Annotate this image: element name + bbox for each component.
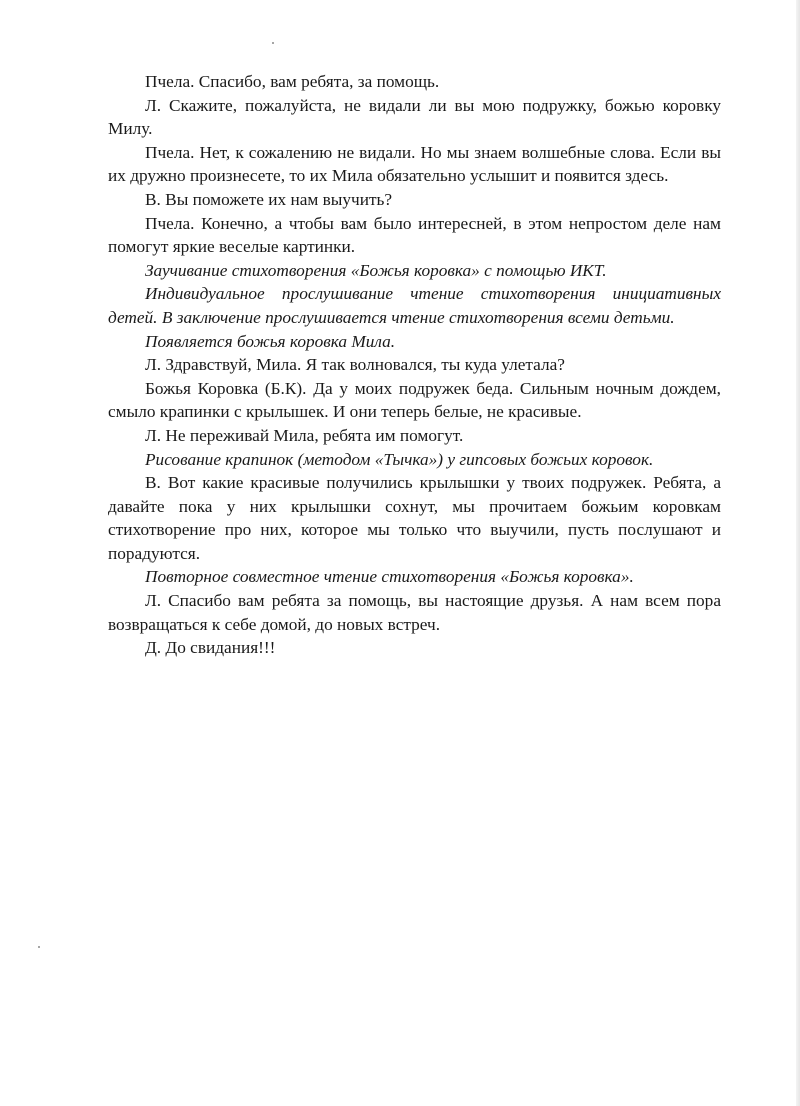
paragraph: Л. Не переживай Мила, ребята им помогут. [145, 425, 464, 445]
paragraph: Пчела. Спасибо, вам ребята, за помощь. [145, 72, 440, 91]
paragraph: Пчела. Нет, к сожалению не видали. Но мы знаем волшебные слова. Если вы их дружно произнесете, то их Мила обязательно услышит и появится здесь. [108, 142, 721, 186]
scan-edge [796, 0, 800, 1106]
paragraph: Д. До свидания!!! [145, 638, 276, 658]
scan-speck [38, 946, 40, 948]
stage-direction: Заучивание стихотворения «Божья коровка» с помощью ИКТ. [145, 260, 607, 280]
paragraph: Божья Коровка (Б.К). Да у моих подружек беда. Сильным ночным дождем, смыло крапинки с крылышек. И они теперь белые, не красивые. [108, 378, 721, 422]
paragraph: В. Вот какие красивые получились крылышки у твоих подружек. Ребята, а давайте пока у них крылышки сохнут, мы прочитаем божьим коровкам стихотворение про них, которое мы только что выучили, пусть послушают и порадуются. [108, 473, 721, 563]
stage-direction: Появляется божья коровка Мила. [145, 331, 396, 351]
scan-speck [272, 42, 274, 44]
stage-direction: Повторное совместное чтение стихотворения «Божья коровка». [145, 567, 634, 587]
stage-direction: Индивидуальное прослушивание чтение стихотворения инициативных детей. В заключение прослушивается чтение стихотворения всеми детьми. [108, 284, 721, 327]
paragraph: Пчела. Конечно, а чтобы вам было интересней, в этом непростом деле нам помогут яркие веселые картинки. [108, 213, 721, 257]
paragraph: Л. Скажите, пожалуйста, не видали ли вы мою подружку, божью коровку Милу. [108, 95, 721, 139]
document-body [108, 70, 721, 660]
paragraph: Л. Спасибо вам ребята за помощь, вы настоящие друзья. А нам всем пора возвращаться к себе домой, до новых встреч. [108, 591, 721, 634]
paragraph: Л. Здравствуй, Мила. Я так волновался, ты куда улетала? [145, 355, 565, 375]
paragraph: В. Вы поможете их нам выучить? [145, 189, 393, 209]
stage-direction: Рисование крапинок (методом «Тычка») у гипсовых божьих коровок. [145, 449, 654, 469]
